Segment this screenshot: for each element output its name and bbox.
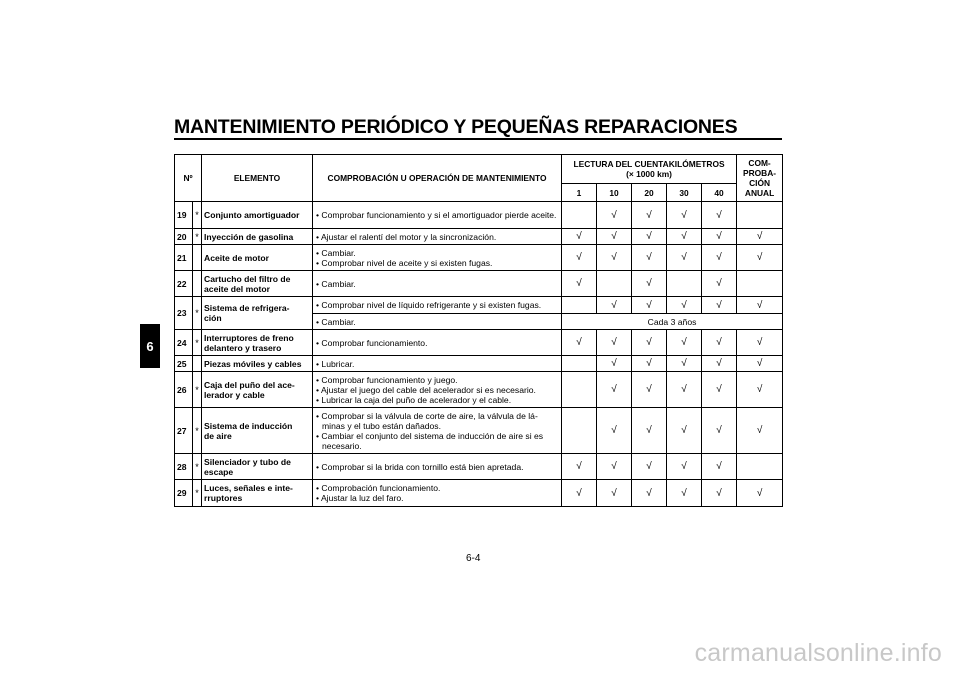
check-cell: √	[702, 330, 737, 356]
row-number: 27	[175, 408, 193, 454]
row-number: 22	[175, 271, 193, 297]
row-element-line: Inyección de gasolina	[204, 231, 294, 242]
check-cell: √	[737, 480, 783, 507]
row-number: 21	[175, 245, 193, 271]
header-odometer	[562, 155, 737, 184]
row-star: *	[193, 229, 202, 245]
row-op-text: Ajustar el ralentí del motor y la sincronización.	[320, 231, 497, 242]
check-cell: √	[737, 356, 783, 372]
check-cell: √	[632, 480, 667, 507]
row-operations	[313, 356, 562, 372]
chapter-tab: 6	[140, 324, 160, 368]
check-cell: √	[597, 372, 632, 408]
table-row	[175, 408, 783, 454]
header-row	[175, 155, 783, 184]
row-element-line: rruptores	[204, 493, 243, 503]
row-star: *	[193, 202, 202, 229]
row-operations	[313, 408, 562, 454]
check-cell: √	[702, 229, 737, 245]
row-element	[202, 202, 313, 229]
watermark: carmanualsonline.info	[694, 639, 942, 667]
check-cell: √	[667, 372, 702, 408]
check-cell: √	[702, 454, 737, 480]
check-cell: √	[667, 297, 702, 314]
title-rule	[174, 138, 782, 140]
row-element-line: Sistema de refrigera-	[204, 303, 290, 313]
row-op-text: Comprobar funcionamiento y juego.	[321, 374, 458, 385]
row-element-line: ción	[204, 313, 222, 323]
row-element-line: aceite del motor	[204, 283, 270, 294]
row-op-text: Comprobar si la válvula de corte de aire, la válvula de lá-minas y el tubo están dañados.	[321, 410, 538, 431]
interval-cell: Cada 3 años	[562, 314, 783, 330]
row-element	[202, 408, 313, 454]
row-element	[202, 330, 313, 356]
row-star	[193, 356, 202, 372]
maintenance-table	[174, 154, 783, 507]
row-operations	[313, 480, 562, 507]
check-cell: √	[737, 245, 783, 271]
row-op: • Cambiar.	[316, 278, 356, 289]
row-element-line: Aceite de motor	[204, 252, 269, 263]
check-cell	[667, 271, 702, 297]
row-op: • Comprobar funcionamiento y si el amortiguador pierde aceite.	[316, 210, 557, 220]
row-operations	[313, 202, 562, 229]
row-element-line: Piezas móviles y cables	[204, 358, 302, 369]
row-element-line: Interruptores de freno	[204, 332, 294, 343]
check-cell	[562, 202, 597, 229]
check-cell: √	[737, 229, 783, 245]
check-cell: √	[667, 330, 702, 356]
check-cell: √	[737, 297, 783, 314]
check-cell	[597, 271, 632, 297]
row-element-line: Luces, señales e inte-	[204, 483, 293, 493]
row-star: *	[193, 408, 202, 454]
row-op: • Comprobación funcionamiento.	[316, 483, 441, 493]
check-cell	[737, 202, 783, 229]
check-cell: √	[597, 330, 632, 356]
row-operations	[313, 372, 562, 408]
row-op-text: Comprobación funcionamiento.	[321, 483, 441, 493]
check-cell: √	[632, 229, 667, 245]
check-cell: √	[632, 408, 667, 454]
header-no: Nº	[175, 155, 202, 202]
row-op: • Comprobar si la válvula de corte de aire, la válvula de lá-minas y el tubo están dañados.	[316, 410, 538, 431]
check-cell: √	[597, 454, 632, 480]
row-number: 26	[175, 372, 193, 408]
check-cell: √	[562, 480, 597, 507]
table-row	[175, 454, 783, 480]
row-operations	[313, 245, 562, 271]
table-row	[175, 202, 783, 229]
row-op-text: Ajustar el juego del cable del acelerador si es necesario.	[320, 384, 536, 395]
header-annual-line2: PROBA-	[743, 168, 777, 178]
check-cell	[562, 372, 597, 408]
check-cell: √	[667, 480, 702, 507]
check-cell: √	[562, 330, 597, 356]
row-number: 24	[175, 330, 193, 356]
check-cell: √	[632, 297, 667, 314]
row-op: • Comprobar si la brida con tornillo está bien apretada.	[316, 461, 524, 472]
row-op-text: Cambiar.	[321, 278, 356, 289]
row-element-line: escape	[204, 466, 234, 477]
check-cell	[562, 356, 597, 372]
check-cell	[737, 271, 783, 297]
row-op-text: Cambiar.	[321, 316, 356, 327]
check-cell: √	[702, 202, 737, 229]
check-cell: √	[737, 372, 783, 408]
table-row	[175, 330, 783, 356]
row-element	[202, 229, 313, 245]
row-op: • Ajustar el ralentí del motor y la sincronización.	[316, 231, 497, 242]
row-operations	[313, 314, 562, 330]
row-operations	[313, 330, 562, 356]
check-cell: √	[702, 297, 737, 314]
check-cell: √	[702, 356, 737, 372]
row-operations	[313, 454, 562, 480]
row-star: *	[193, 372, 202, 408]
row-element	[202, 245, 313, 271]
row-op: • Comprobar nivel de líquido refrigerante y si existen fugas.	[316, 300, 542, 310]
row-element	[202, 356, 313, 372]
check-cell: √	[667, 408, 702, 454]
row-operations	[313, 271, 562, 297]
check-cell: √	[702, 480, 737, 507]
check-cell: √	[562, 245, 597, 271]
check-cell: √	[597, 229, 632, 245]
header-annual	[737, 155, 783, 202]
check-cell: √	[667, 229, 702, 245]
row-op-text: Cambiar.	[321, 247, 356, 258]
row-element-line: Caja del puño del ace-	[204, 379, 295, 390]
row-op: • Lubricar la caja del puño de acelerador y el cable.	[316, 394, 512, 405]
row-op: • Cambiar el conjunto del sistema de inducción de aire si es necesario.	[316, 430, 544, 451]
header-km: 10	[597, 184, 632, 202]
row-op: • Cambiar.	[316, 247, 356, 258]
table-row	[175, 372, 783, 408]
row-element	[202, 372, 313, 408]
row-op: • Ajustar el juego del cable del acelerador si es necesario.	[316, 384, 536, 395]
row-element	[202, 480, 313, 507]
check-cell: √	[632, 356, 667, 372]
row-op: • Ajustar la luz del faro.	[316, 493, 404, 503]
row-element	[202, 271, 313, 297]
header-odometer-line2: (× 1000 km)	[626, 169, 672, 179]
row-op-text: Lubricar.	[321, 358, 355, 369]
row-element-line: lerador y cable	[204, 389, 265, 400]
check-cell: √	[667, 245, 702, 271]
check-cell: √	[597, 245, 632, 271]
check-cell: √	[702, 408, 737, 454]
page-title: MANTENIMIENTO PERIÓDICO Y PEQUEÑAS REPARACIONES	[174, 116, 738, 138]
check-cell: √	[562, 229, 597, 245]
table-row	[175, 297, 783, 314]
check-cell: √	[597, 408, 632, 454]
check-cell: √	[632, 202, 667, 229]
row-element-line: Sistema de inducción	[204, 420, 293, 431]
check-cell: √	[702, 271, 737, 297]
row-op: • Comprobar nivel de aceite y si existen fugas.	[316, 257, 493, 268]
row-op-text: Comprobar funcionamiento y si el amortiguador pierde aceite.	[321, 210, 557, 220]
row-op: • Lubricar.	[316, 358, 355, 369]
check-cell: √	[597, 297, 632, 314]
header-km: 1	[562, 184, 597, 202]
header-km: 40	[702, 184, 737, 202]
check-cell: √	[632, 454, 667, 480]
row-op-text: Comprobar nivel de líquido refrigerante y si existen fugas.	[321, 300, 542, 310]
row-op: • Comprobar funcionamiento y juego.	[316, 374, 458, 385]
table-row	[175, 245, 783, 271]
check-cell	[737, 454, 783, 480]
row-op: • Cambiar.	[316, 316, 356, 327]
header-annual-line1: COM-	[748, 158, 771, 168]
row-op-text: Cambiar el conjunto del sistema de inducción de aire si es necesario.	[321, 430, 544, 451]
table-row	[175, 229, 783, 245]
row-star: *	[193, 480, 202, 507]
row-element-line: Conjunto amortiguador	[204, 210, 300, 220]
row-element-line: de aire	[204, 430, 232, 441]
row-op-text: Comprobar nivel de aceite y si existen fugas.	[321, 257, 493, 268]
check-cell: √	[597, 202, 632, 229]
check-cell: √	[597, 356, 632, 372]
row-op-text: Ajustar la luz del faro.	[320, 493, 404, 503]
row-number: 28	[175, 454, 193, 480]
row-element-line: Silenciador y tubo de	[204, 456, 291, 467]
header-km: 20	[632, 184, 667, 202]
row-op-text: Comprobar si la brida con tornillo está bien apretada.	[321, 461, 524, 472]
check-cell: √	[702, 372, 737, 408]
row-star	[193, 245, 202, 271]
row-number: 19	[175, 202, 193, 229]
row-operations	[313, 229, 562, 245]
check-cell: √	[702, 245, 737, 271]
row-number: 29	[175, 480, 193, 507]
row-number: 23	[175, 297, 193, 330]
row-op: • Comprobar funcionamiento.	[316, 337, 428, 348]
check-cell: √	[597, 480, 632, 507]
page-number: 6-4	[466, 553, 481, 564]
row-operations	[313, 297, 562, 314]
check-cell	[562, 297, 597, 314]
table-row	[175, 480, 783, 507]
row-star: *	[193, 454, 202, 480]
table-row	[175, 356, 783, 372]
check-cell: √	[632, 372, 667, 408]
check-cell: √	[737, 330, 783, 356]
row-element	[202, 297, 313, 330]
check-cell: √	[667, 454, 702, 480]
header-element: ELEMENTO	[202, 155, 313, 202]
check-cell	[562, 408, 597, 454]
row-star	[193, 271, 202, 297]
header-annual-line3: CIÓN	[749, 178, 771, 188]
check-cell: √	[737, 408, 783, 454]
check-cell: √	[562, 454, 597, 480]
header-km: 30	[667, 184, 702, 202]
row-element-line: Cartucho del filtro de	[204, 273, 291, 284]
check-cell: √	[667, 356, 702, 372]
check-cell: √	[632, 245, 667, 271]
table-row	[175, 271, 783, 297]
check-cell: √	[632, 330, 667, 356]
check-cell: √	[632, 271, 667, 297]
header-annual-line4: ANUAL	[744, 188, 775, 198]
row-element	[202, 454, 313, 480]
header-odometer-line1: LECTURA DEL CUENTAKILÓMETROS	[573, 159, 725, 169]
row-star: *	[193, 330, 202, 356]
row-number: 25	[175, 356, 193, 372]
row-element-line: delantero y trasero	[204, 342, 282, 353]
check-cell: √	[562, 271, 597, 297]
row-op-text: Comprobar funcionamiento.	[321, 337, 428, 348]
row-star: *	[193, 297, 202, 330]
row-number: 20	[175, 229, 193, 245]
header-operation: COMPROBACIÓN U OPERACIÓN DE MANTENIMIENTO	[313, 155, 562, 202]
check-cell: √	[667, 202, 702, 229]
row-op-text: Lubricar la caja del puño de acelerador y el cable.	[321, 394, 512, 405]
